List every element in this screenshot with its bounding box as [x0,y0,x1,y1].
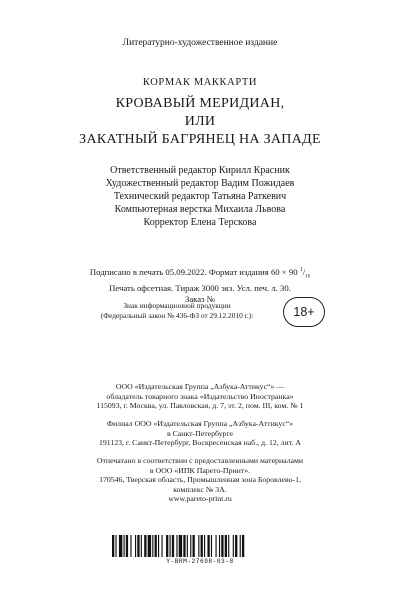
printer-line: в ООО «ИПК Парето-Принт». [149,465,251,475]
barcode-bar [124,535,125,557]
publisher-block-2 [0,419,400,448]
barcode-bar [183,535,185,557]
barcode-bar [211,535,212,557]
barcode-bar [216,535,217,557]
info-sign-line-2: (Федеральный закон № 436-ФЗ от 29.12.2010 г.): [100,310,254,320]
barcode-bar [137,535,139,557]
barcode-bar [225,535,227,557]
print-format-text: Подписано в печать 05.09.2022. Формат издания 60 × 90 [89,266,300,277]
barcode-bar [221,535,223,557]
book-title [0,95,400,149]
barcode-bar [242,535,244,557]
title-line-3: ЗАКАТНЫЙ БАГРЯНЕЦ НА ЗАПАДЕ [79,132,321,147]
barcode-bar [141,535,142,557]
publisher-line: в Санкт-Петербурге [166,428,234,438]
barcode-bar [144,535,146,557]
publisher-line: 191123, г. Санкт-Петербург, Воскресенская наб., д. 12, лит. А [98,438,302,448]
printer-block [0,456,400,504]
barcode-bar [130,535,131,557]
print-details-line-1: Подписано в печать 05.09.2022. Формат издания 60 × 90 $^1/_{16}$ [89,266,311,280]
info-sign-text [72,301,282,320]
barcode-bar [228,535,229,557]
title-line-2: ИЛИ [184,114,216,129]
barcode-bar [166,535,168,557]
title-line-1: КРОВАВЫЙ МЕРИДИАН, [115,96,285,111]
barcode-bar [155,535,157,557]
publisher-line: ООО «Издательская Группа „Азбука-Аттикус“» — [115,382,285,391]
fraction-denominator: 16 [305,274,311,280]
publisher-line: 115093, г. Москва, ул. Павловская, д. 7, эт. 2, пом. III, ком. № 1 [96,401,304,411]
print-details [0,265,400,305]
publisher-block-1 [0,382,400,411]
printer-line: комплекс № 3А. [173,484,227,494]
barcode-bar [240,535,241,557]
barcode-bar [158,535,159,557]
barcode-bar [204,535,205,557]
order-number-line: Заказ № [184,293,216,304]
barcode-bar [112,535,114,557]
barcode-bar [126,535,128,557]
barcode-bar [170,535,171,557]
barcode-bar [115,535,116,557]
barcode-image [112,535,288,557]
credit-line: Компьютерная верстка Михаила Львова [114,204,286,215]
credit-line: Технический редактор Татьяна Раткевич [113,191,287,202]
barcode-bar [193,535,195,557]
fraction-numerator: 1 [299,267,303,273]
printer-line: Отпечатано в соответствии с предоставленными материалами [96,456,304,465]
barcode-bar [148,535,151,557]
credit-line: Ответственный редактор Кирилл Красник [110,165,290,176]
credit-line: Художественный редактор Вадим Пожидаев [105,178,295,189]
barcode-bar [161,535,162,557]
credits-block [0,164,400,229]
printer-website: www.pareto-print.ru [168,494,232,504]
barcode-text: Y-BRM-27698-03-8 [166,558,234,565]
barcode-bar [207,535,209,557]
barcode-bar [201,535,203,557]
barcode-bar [172,535,174,557]
barcode-bar [135,535,136,557]
printer-line: 170546, Тверская область, Промышленная зона Боровлево-1, [99,475,301,485]
barcode-bar [198,535,199,557]
barcode-bar [187,535,188,557]
publisher-line: Филиал ООО «Издательская Группа „Азбука-Аттикус“» [106,419,294,428]
barcode-bar [119,535,122,557]
edition-label: Литературно-художественное издание [122,38,278,48]
barcode-bar [176,535,177,557]
author-name: КОРМАК МАККАРТИ [142,77,258,88]
barcode-bar [179,535,182,557]
barcode-bar [235,535,237,557]
barcode-bar [152,535,153,557]
age-rating-badge: 18+ [283,297,325,327]
publisher-line: обладатель товарного знака «Издательство Иностранка» [106,391,294,401]
credit-line: Корректор Елена Терскова [143,217,257,228]
barcode-bar [190,535,191,557]
barcode-bar [219,535,220,557]
print-details-line-2: Печать офсетная. Тираж 3000 экз. Усл. печ. л. 30. [109,282,291,293]
info-sign-line-1: Знак информационной продукции [123,301,231,310]
barcode-bar [233,535,234,557]
